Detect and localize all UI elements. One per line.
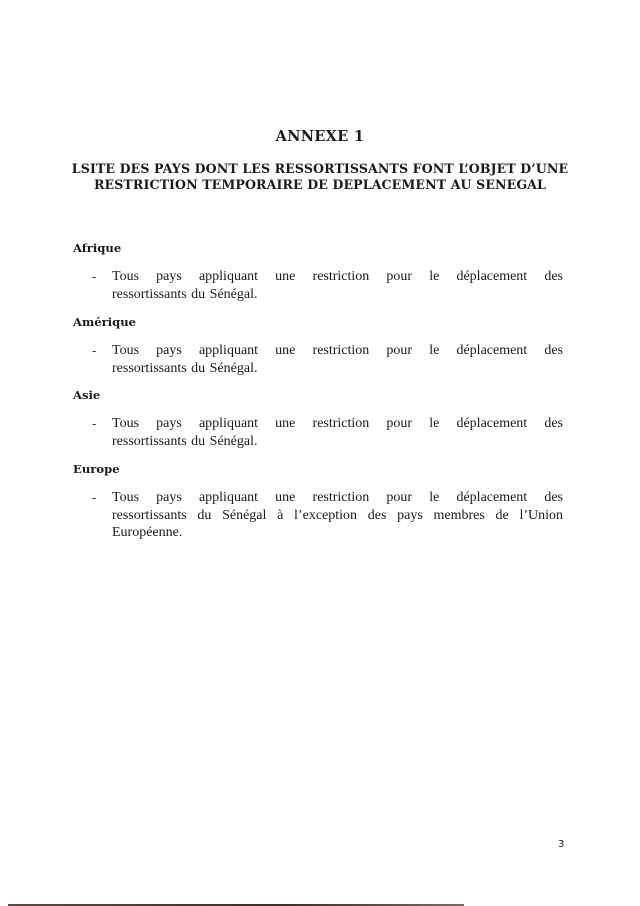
list-item-text xyxy=(112,489,563,542)
list-item-text xyxy=(112,415,563,450)
list-item-amerique xyxy=(92,342,563,377)
list-item-asie xyxy=(92,415,563,450)
annex-title: ANNEXE 1 xyxy=(275,128,365,145)
section-heading-europe: Europe xyxy=(73,462,120,476)
section-heading-asie: Asie xyxy=(73,388,101,402)
bullet-dash: - xyxy=(92,269,97,284)
list-item-text-rest: ressortissants du Sénégal à l’exception des pays membres de l’Union Européenne. xyxy=(112,507,563,540)
bullet-dash: - xyxy=(92,416,97,431)
list-item-afrique xyxy=(92,268,563,303)
bullet-dash: - xyxy=(92,343,97,358)
list-item-text-rest: ressortissants du Sénégal. xyxy=(112,360,258,376)
list-item-text-line1: Tous pays appliquant une restriction pour le déplacement des xyxy=(112,269,563,284)
list-item-text xyxy=(112,342,563,377)
list-item-text-line1: Tous pays appliquant une restriction pour le déplacement des xyxy=(112,343,563,358)
page-title: LSITE DES PAYS DONT LES RESSORTISSANTS FONT L’OBJET D’UNE RESTRICTION TEMPORAIRE DE DEPLACEMENT AU SENEGAL xyxy=(71,161,569,192)
list-item-text-line1: Tous pays appliquant une restriction pour le déplacement des xyxy=(112,490,563,505)
list-item-europe xyxy=(92,489,563,542)
section-heading-afrique: Afrique xyxy=(73,241,122,255)
section-heading-amerique: Amérique xyxy=(73,315,137,329)
list-item-text xyxy=(112,268,563,303)
list-item-text-line1: Tous pays appliquant une restriction pour le déplacement des xyxy=(112,416,563,431)
list-item-text-rest: ressortissants du Sénégal. xyxy=(112,433,258,449)
bullet-dash: - xyxy=(92,490,97,505)
list-item-text-rest: ressortissants du Sénégal. xyxy=(112,286,258,302)
page-number: 3 xyxy=(558,839,565,850)
